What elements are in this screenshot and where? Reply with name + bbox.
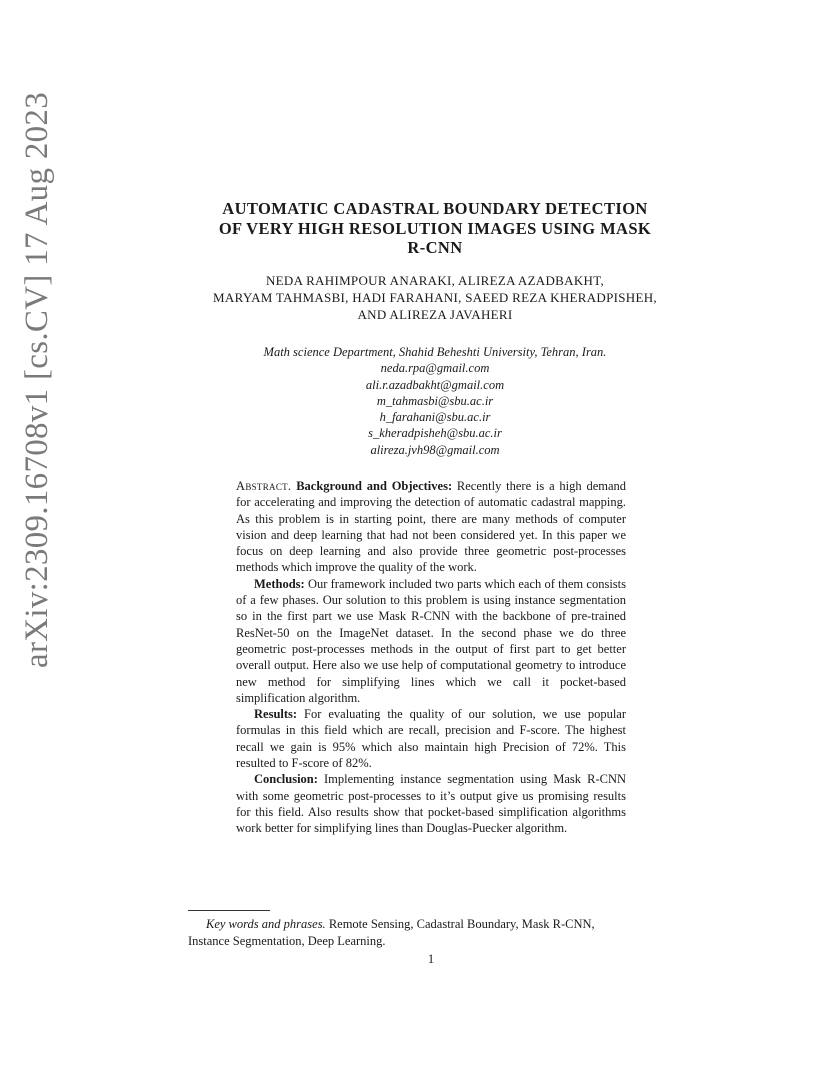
title-line: R-CNN [407,238,463,257]
keywords-line [188,916,678,933]
paper-title [180,199,690,258]
author-list [160,272,710,323]
conclusion-heading: Conclusion: [254,772,318,787]
background-heading: Background and Objectives: [296,479,453,493]
conclusion-text: Implementing instance segmentation using Mask R-CNN with some geometric post-processes to it’s output give us promising results for this field. Also results show that pocket-based simplification algorithms work better for simplifying lines than Douglas-Puecker algorithm. [236,772,627,836]
abstract-background-paragraph [236,478,626,576]
abstract-results-paragraph [236,706,626,771]
title-line: OF VERY HIGH RESOLUTION IMAGES USING MASK [218,218,652,238]
background-text: Recently there is a high demand for accelerating and improving the detection of automatic cadastral mapping. As this problem is in starting point, there are many methods of computer vision and deep learning that had not been considered yet. In this paper we focus on deep learning and also provide three geometric post-processes methods which improve the quality of the work. [236,479,627,575]
keywords-line-cont: Instance Segmentation, Deep Learning. [188,933,386,948]
abstract-conclusion-paragraph [236,771,626,836]
abstract-label: Abstract. [236,479,292,493]
affiliation-text: Math science Department, Shahid Beheshti University, Tehran, Iran. [263,345,607,359]
methods-heading: Methods: [254,576,305,591]
keywords-lead: Key words and phrases. [206,917,326,931]
title-line: AUTOMATIC CADASTRAL BOUNDARY DETECTION [222,199,648,218]
email-address: ali.r.azadbakht@gmail.com [365,377,505,392]
email-address: s_kheradpisheh@sbu.ac.ir [368,426,502,441]
abstract [236,478,626,837]
page-number: 1 [427,952,435,966]
author-line: NEDA RAHIMPOUR ANARAKI, ALIREZA AZADBAKHT, [265,273,605,288]
affiliation-block [180,344,690,458]
keywords-text: Remote Sensing, Cadastral Boundary, Mask R-CNN, [328,917,595,931]
email-address: neda.rpa@gmail.com [380,361,490,376]
results-heading: Results: [254,707,298,722]
methods-text: Our framework included two parts which each of them consists of a few phases. Our solution to this problem is using instance segmentation so in the first part we use Mask R-CNN with the backbone of pre-trained ResNet-50 on the ImageNet dataset. In the second phase we do three geometric post-processes methods in the output of first part to get better overall output. Here also we use help of computational geometry to introduce new method for simplifying lines which we call it pocket-based simplification algorithm. [236,576,626,705]
author-line: MARYAM TAHMASBI, HADI FARAHANI, SAEED REZA KHERADPISHEH, [213,290,657,305]
results-text: For evaluating the quality of our solution, we use popular formulas in this field which are recall, precision and F-score. The highest recall we gain is 95% which also maintain high Precision of 72%. This resulted to F-score of 82%. [236,707,626,771]
keywords-footnote [188,916,678,949]
author-line: AND ALIREZA JAVAHERI [357,307,513,322]
arxiv-identifier: arXiv:2309.16708v1 [cs.CV] 17 Aug 2023 [19,91,55,668]
email-address: h_farahani@sbu.ac.ir [379,410,491,425]
abstract-methods-paragraph [236,576,626,706]
email-address: alireza.jvh98@gmail.com [370,442,500,457]
footnote-divider [188,910,270,911]
email-address: m_tahmasbi@sbu.ac.ir [376,393,494,408]
